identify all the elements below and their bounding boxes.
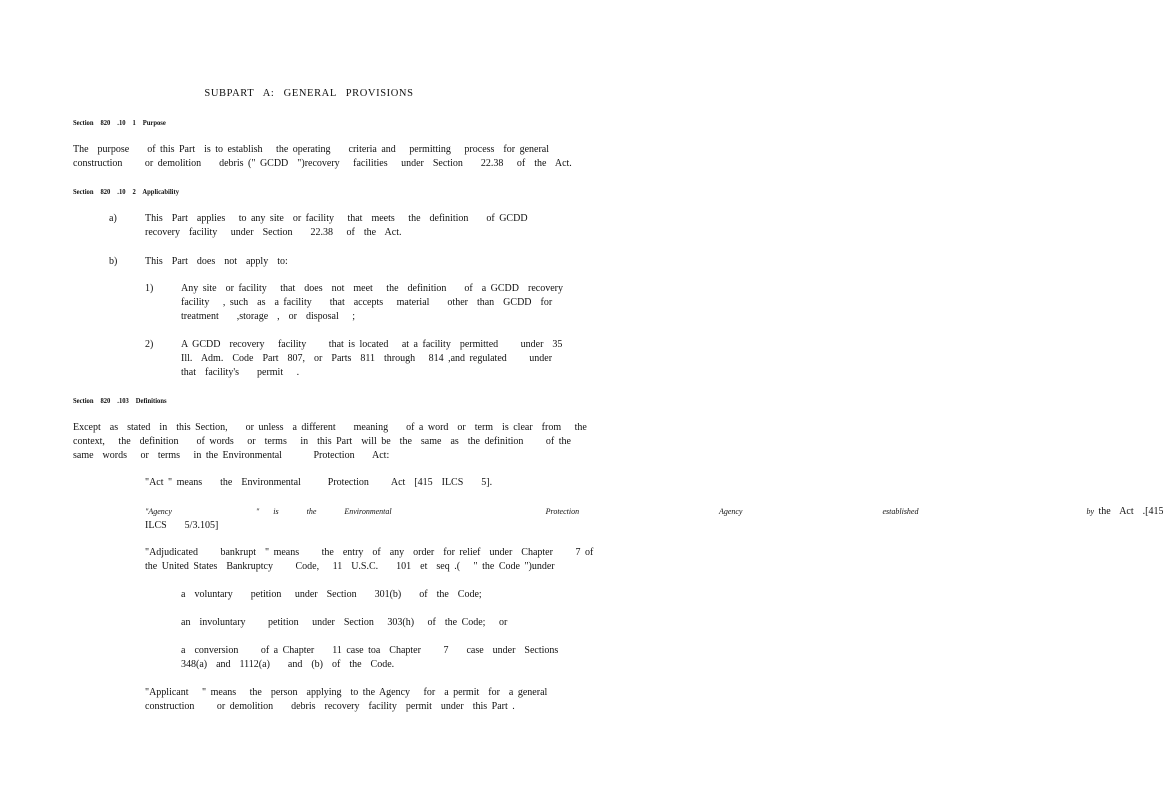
definition-act: "Act " means the Environmental Protection Act [415 ILCS 5]. (145, 477, 493, 488)
item-a-line-1: This Part applies to any site or facility that meets the definition of GCDD (145, 213, 528, 224)
item-b2-line-1: A GCDD recovery facility that is located at a facility permitted under 35 (181, 339, 563, 350)
item-b1-line-2: facility , such as a facility that accepts material other than GCDD for (181, 297, 553, 308)
item-b1-line-3: treatment ,storage , or disposal ; (181, 311, 356, 322)
list-label-b: b) (109, 256, 118, 267)
definitions-intro-line-1: Except as stated in this Section, or unless a different meaning of a word or term is clear from the (73, 422, 587, 433)
definition-agency-line-2: ILCS 5/3.105] (145, 520, 219, 531)
item-b2-line-2: Ill. Adm. Code Part 807, or Parts 811 through 814 ,and regulated under (181, 353, 553, 364)
purpose-line-2: construction or demolition debris (" GCDD ")recovery facilities under Section 22.38 of the Act. (73, 158, 572, 169)
definition-applicant-line-2: construction or demolition debris recovery facility permit under this Part . (145, 701, 515, 712)
bankrupt-voluntary: a voluntary petition under Section 301(b) of the Code; (181, 589, 482, 600)
definitions-intro-line-2: context, the definition of words or terms in this Part will be the same as the definition of the (73, 436, 571, 447)
definition-applicant-line-1: "Applicant " means the person applying to the Agency for a permit for a general (145, 687, 548, 698)
bankrupt-involuntary: an involuntary petition under Section 303(h) of the Code; or (181, 617, 508, 628)
definitions-intro-line-3: same words or terms in the Environmental Protection Act: (73, 450, 390, 461)
list-label-a: a) (109, 213, 117, 224)
section-heading-applicability: Section 820 .10 2 Applicability (73, 187, 180, 196)
subpart-title: SUBPART A: GENERAL PROVISIONS (204, 88, 414, 99)
bankrupt-conversion-line-2: 348(a) and 1112(a) and (b) of the Code. (181, 659, 395, 670)
item-b1-line-1: Any site or facility that does not meet the definition of a GCDD recovery (181, 283, 563, 294)
item-b2-line-3: that facility's permit . (181, 367, 300, 378)
bankrupt-conversion-line-1: a conversion of a Chapter 11 case toa Chapter 7 case under Sections (181, 645, 559, 656)
agency-rest-text: the Act .[415 (1094, 506, 1163, 517)
item-b-text: This Part does not apply to: (145, 256, 288, 267)
definition-adjudicated-line-1: "Adjudicated bankrupt " means the entry of any order for relief under Chapter 7 of (145, 547, 594, 558)
list-label-b2: 2) (145, 339, 154, 350)
item-a-line-2: recovery facility under Section 22.38 of the Act. (145, 227, 402, 238)
definition-agency-line-1 (145, 505, 1163, 519)
section-heading-definitions: Section 820 .103 Definitions (73, 396, 167, 405)
section-heading-purpose: Section 820 .10 1 Purpose (73, 118, 166, 127)
list-label-b1: 1) (145, 283, 154, 294)
definition-adjudicated-line-2: the United States Bankruptcy Code, 11 U.S.C. 101 et seq .( " the Code ")under (145, 561, 555, 572)
agency-italic-text: "Agency " is the Environmental Protection Agency established by (145, 507, 1095, 516)
purpose-line-1: The purpose of this Part is to establish the operating criteria and permitting process for general (73, 144, 550, 155)
